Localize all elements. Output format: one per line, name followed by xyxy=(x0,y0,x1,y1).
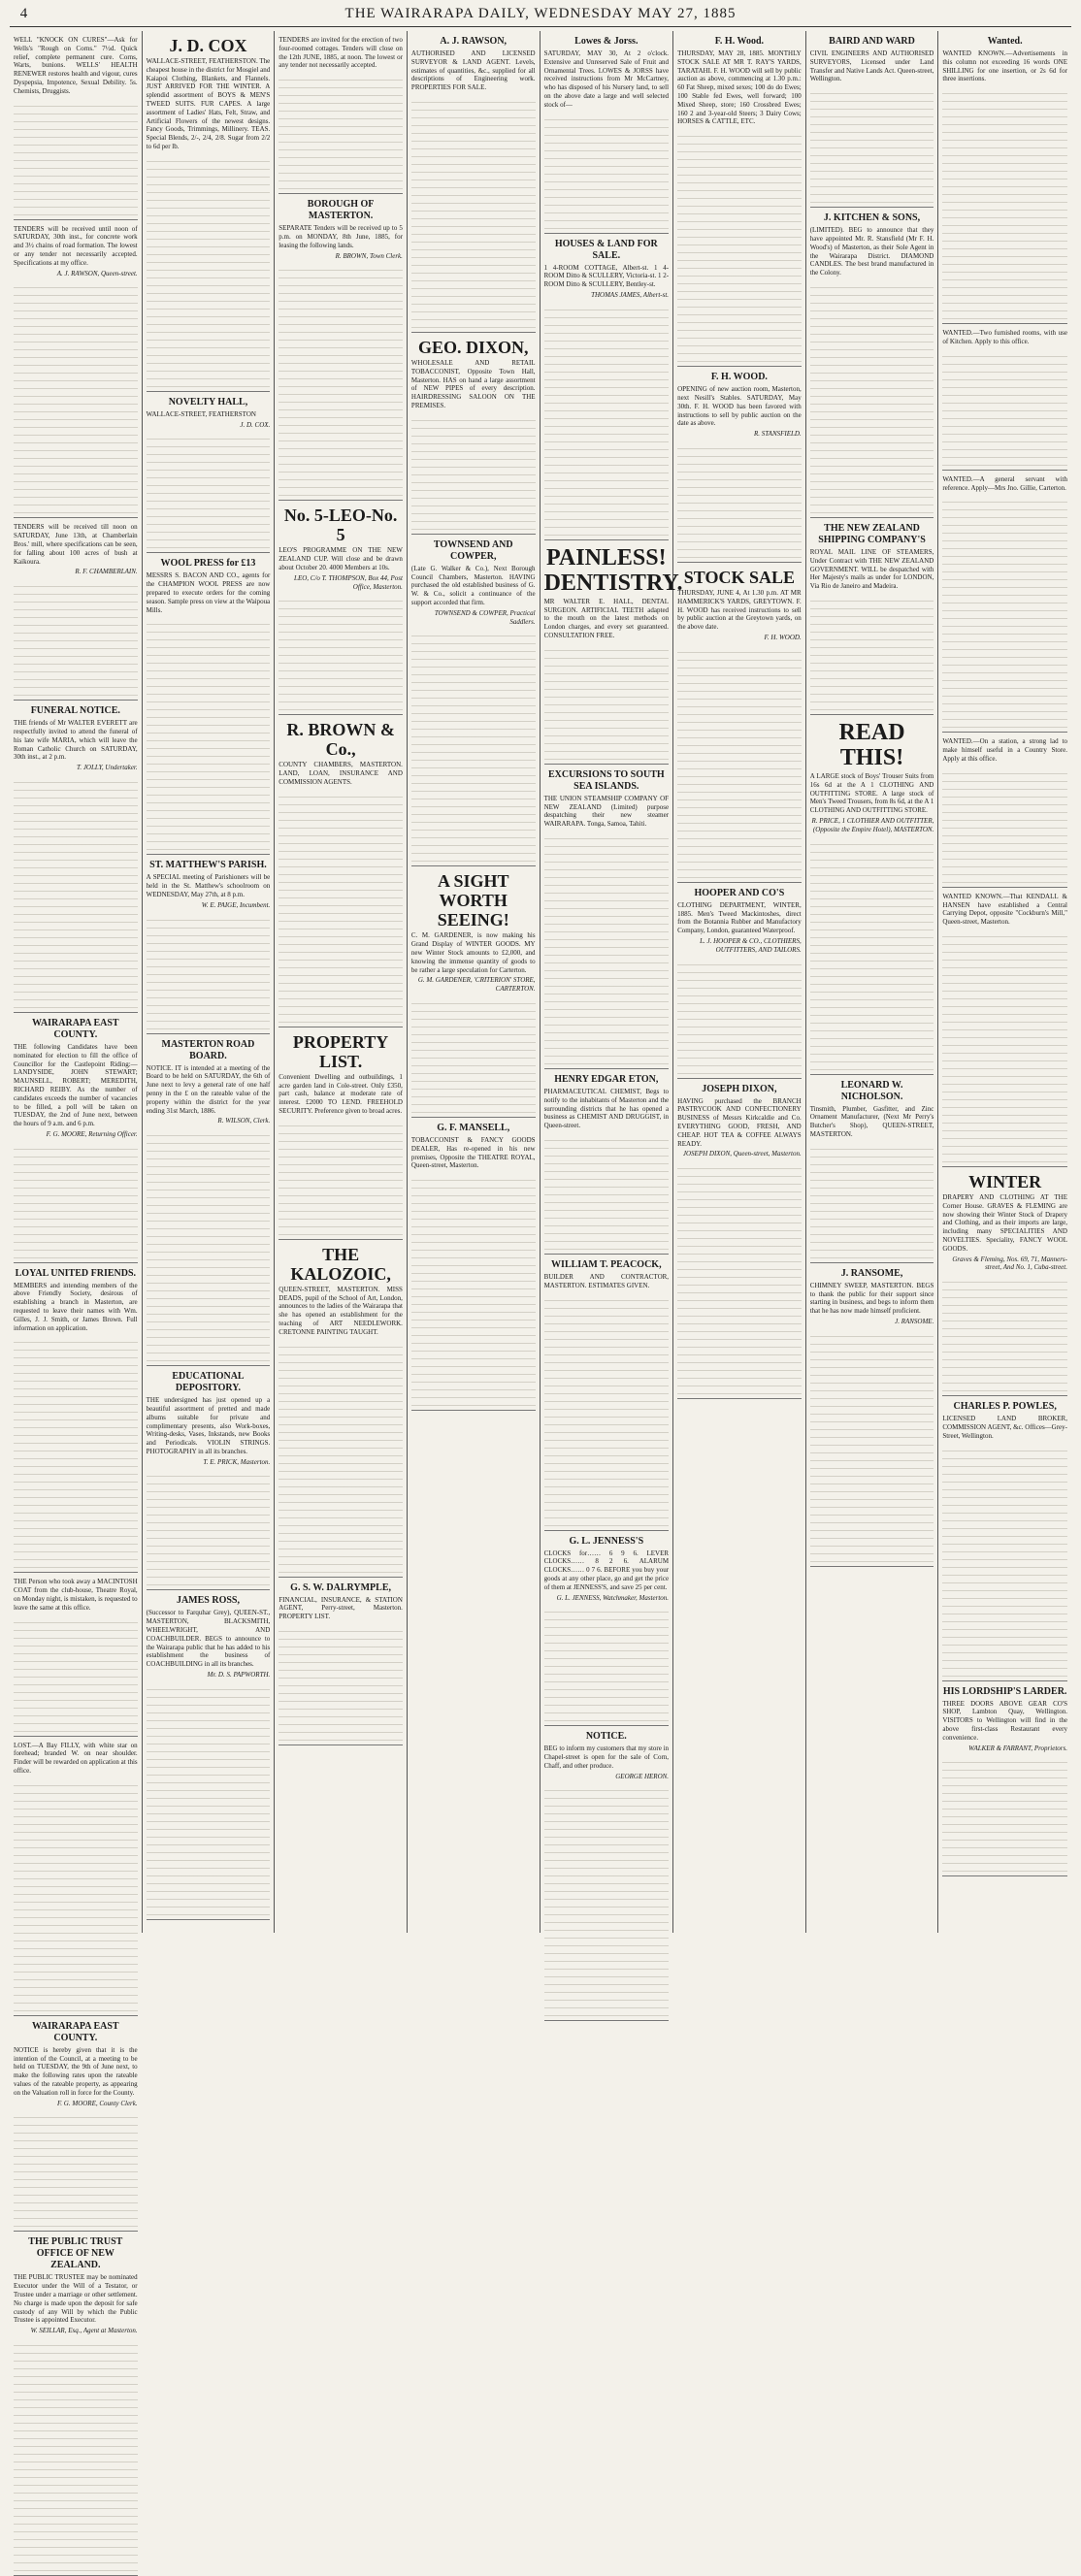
ad-title: LEONARD W. NICHOLSON. xyxy=(840,1079,903,1102)
small-print-lines xyxy=(810,594,934,710)
advertisement xyxy=(14,31,138,220)
advertisement xyxy=(411,31,536,333)
small-print-lines xyxy=(544,1605,670,1721)
advertisement xyxy=(677,367,802,563)
small-print-lines xyxy=(677,645,802,878)
ad-body: THREE DOORS ABOVE GEAR CO'S SHOP, Lambton Quay, Wellington. VISITORS to Wellington will find in the above first-class Restaurant every convenience. xyxy=(942,1699,1067,1742)
small-print-lines xyxy=(411,996,536,1113)
small-print-lines xyxy=(810,837,934,1070)
advertisement xyxy=(278,194,403,501)
advertisement xyxy=(147,392,271,554)
small-print-lines xyxy=(942,495,1067,728)
small-print-lines xyxy=(278,1624,403,1741)
ad-title: HOOPER AND CO'S xyxy=(694,887,785,898)
advertisement xyxy=(544,31,670,234)
ad-title: Lowes & Jorss. xyxy=(574,36,639,47)
ad-body: MEMBERS and intending members of the above Friendly Society, desirous of establishing a branch in Masterton, are requested to leave their names with Wm. Gilles, J. J. Smith, or James Brown. Full information on application. xyxy=(14,1281,138,1332)
ad-title: J. RANSOME, xyxy=(840,1267,903,1279)
ad-body: BUILDER AND CONTRACTOR, MASTERTON. ESTIMATES GIVEN. xyxy=(543,1272,670,1289)
ad-title: LOYAL UNITED FRIENDS. xyxy=(15,1267,137,1279)
ad-body: Convenient Dwelling and outbuildings, 1 acre garden land in Cole-street. Only £350, part cash, balance at moderate rate of interest. £2000 TO LEND. FREEHOLD SECURITY. Preference given to broad acres. xyxy=(278,1072,403,1115)
ad-body: WANTED.—Two furnished rooms, with use of Kitchen. Apply to this office. xyxy=(942,329,1067,345)
ad-signature: W. SEILLAR, Esq., Agent at Masterton. xyxy=(30,2327,138,2335)
small-print-lines xyxy=(810,280,934,513)
small-print-lines xyxy=(14,579,138,696)
ad-title: R. BROWN & Co., xyxy=(286,720,395,760)
ad-body: Tinsmith, Plumber, Gasfitter, and Zinc Ornament Manufacturer, (Next Mr Perry's Butcher's Shop), QUEEN-STREET, MASTERTON. xyxy=(809,1104,934,1138)
advertisement xyxy=(411,1118,536,1411)
advertisement xyxy=(942,733,1067,887)
advertisement xyxy=(14,2016,138,2233)
newspaper-title: THE WAIRARAPA DAILY, WEDNESDAY MAY 27, 1885 xyxy=(344,6,737,21)
ad-title: G. F. MANSELL, xyxy=(437,1122,510,1133)
advertisement xyxy=(942,888,1067,1167)
masthead xyxy=(10,6,1071,27)
advertisement xyxy=(278,1578,403,1745)
ad-signature: Mr. D. S. PAPWORTH. xyxy=(207,1671,271,1679)
small-print-lines xyxy=(411,95,536,328)
small-print-lines xyxy=(677,441,802,558)
ad-title: THE PUBLIC TRUST OFFICE OF NEW ZEALAND. xyxy=(28,2236,123,2271)
small-print-lines xyxy=(942,1444,1067,1677)
column-7 xyxy=(806,31,939,1933)
ad-signature: L. J. HOOPER & CO., CLOTHIERS, OUTFITTERS, AND TAILORS. xyxy=(700,936,802,954)
ad-title: BOROUGH OF MASTERTON. xyxy=(307,199,375,222)
ad-title: PAINLESS! DENTISTRY. xyxy=(543,544,683,596)
ad-title: F. H. WOOD. xyxy=(710,372,768,383)
advertisement xyxy=(147,31,271,392)
ad-title: F. H. Wood. xyxy=(714,36,765,47)
small-print-lines xyxy=(147,432,271,548)
advertisement xyxy=(942,1167,1067,1396)
advertisement xyxy=(942,1396,1067,1680)
ad-title: JOSEPH DIXON, xyxy=(702,1083,777,1094)
ad-signature: TOWNSEND & COWPER, Practical Saddlers. xyxy=(434,608,536,626)
small-print-lines xyxy=(14,99,138,215)
advertisement xyxy=(810,208,934,518)
ad-body: COUNTY CHAMBERS, MASTERTON. LAND, LOAN, INSURANCE AND COMMISSION AGENTS. xyxy=(278,761,403,786)
advertisement xyxy=(544,1726,670,2021)
ad-body: WANTED.—A general servant with reference. Apply—Mrs Jno. Gillie, Carterton. xyxy=(942,474,1067,492)
page-number: 4 xyxy=(19,6,29,21)
ad-signature: G. M. GARDENER, 'CRITERION' STORE, CARTERTON. xyxy=(417,976,536,994)
advertisement xyxy=(278,715,403,1027)
small-print-lines xyxy=(278,1340,403,1573)
ad-title: JAMES ROSS, xyxy=(176,1595,240,1607)
small-print-lines xyxy=(942,1275,1067,1391)
small-print-lines xyxy=(942,1755,1067,1872)
small-print-lines xyxy=(14,1615,138,1732)
ad-signature: F. G. MOORE, County Clerk. xyxy=(56,2099,138,2107)
ad-body: C. M. GARDENER, is now making his Grand Display of WINTER GOODS. MY new Winter Stock amounts to £2,000, and knowing the immense quantity of goods to be rather a large speculation for Carterton. xyxy=(410,931,536,974)
ad-title: NOVELTY HALL, xyxy=(168,396,248,408)
ad-body: THE PUBLIC TRUSTEE may be nominated Executor under the Will of a Testator, or Trustee under a marriage or other settlement. No charge is made upon the deposit for safe custody of any Will by which the Public Trustee is appointed Executor. xyxy=(14,2273,138,2325)
advertisement xyxy=(544,1255,670,1531)
advertisement xyxy=(14,1013,138,1263)
advertisement xyxy=(147,1366,271,1590)
ad-body: THE Person who took away a MACINTOSH COAT from the club-house, Theatre Royal, on Monday night, is mistaken, is requested to leave the same at this office. xyxy=(14,1578,138,1612)
advertisement xyxy=(677,1079,802,1400)
ad-body: CHIMNEY SWEEP, MASTERTON. BEGS to thank the public for their support since starting in business, and begs to inform them that he has now made himself proficient. xyxy=(809,1281,934,1316)
ad-body: TENDERS will be received until noon of SATURDAY, 30th inst., for concrete work and 3½ chains of road formation. The lowest or any tender not necessarily accepted. Specifications at my office. xyxy=(14,224,138,267)
ad-body: SEPARATE Tenders will be received up to 5 p.m. on MONDAY, 8th June, 1885, for leasing the following lands. xyxy=(278,224,403,249)
ad-signature: J. RANSOME. xyxy=(895,1317,934,1325)
advertisement xyxy=(810,1263,934,1567)
ad-signature: R. PRICE, 1 CLOTHIER AND OUTFITTER, (Opposite the Empire Hotel), MASTERTON. xyxy=(811,816,934,833)
ad-body: LICENSED LAND BROKER, COMMISSION AGENT, &c. Offices—Grey-Street, Wellington. xyxy=(942,1415,1067,1440)
small-print-lines xyxy=(147,617,271,850)
small-print-lines xyxy=(14,775,138,1008)
small-print-lines xyxy=(147,1469,271,1585)
ad-body: THURSDAY, JUNE 4, At 1.30 p.m. AT MR HAMMERICK'S YARDS, GREYTOWN. F. H. WOOD has received instructions to sell by public auction at the Greytown yards, on the above date. xyxy=(677,588,802,632)
ad-title: THE KALOZOIC, xyxy=(290,1244,391,1284)
advertisement xyxy=(278,501,403,715)
ad-body: MESSRS S. BACON AND CO., agents for the CHAMPION WOOL PRESS are now prepared to execute orders for the coming season. Sample press on view at the Waipoua Mills. xyxy=(146,571,271,614)
small-print-lines xyxy=(147,913,271,1029)
small-print-lines xyxy=(544,1133,670,1250)
advertisement xyxy=(810,518,934,715)
advertisement xyxy=(278,31,403,194)
ad-body: OPENING of new auction room, Masterton, next Nesill's Stables. SATURDAY, May 30th. F. H. WOOD has been favored with instructions to sell by public auction on the date as above. xyxy=(677,385,802,428)
small-print-lines xyxy=(810,86,934,203)
ad-title: TOWNSEND AND COWPER, xyxy=(433,538,513,562)
ad-title: WAIRARAPA EAST COUNTY. xyxy=(32,1017,119,1040)
ad-title: BAIRD AND WARD xyxy=(829,36,915,47)
ad-body: WELL "KNOCK ON CURES"—Ask for Wells's "Rough on Corns." 7½d. Quick relief, complete permanent cure. Corns, Warts, bunions. WELLS' HEALTH RENEWER restores health and vigour, cures Dyspepsia, Impotence, Sexual Debility. 5s. Chemists, Druggists. xyxy=(14,36,138,95)
small-print-lines xyxy=(278,594,403,710)
ad-body: A SPECIAL meeting of Parishioners will be held in the St. Matthew's schoolroom on WEDNESDAY, May 27th, at 8 p.m. xyxy=(146,873,271,898)
ad-body: NOTICE is hereby given that it is the intention of the Council, at a meeting to be held on TUESDAY, the 9th of June next, to make the following rates upon the rateable values of the rateable property, as appearing on the Valuation roll in force for the County. xyxy=(14,2045,138,2097)
ad-title: No. 5-LEO-No. 5 xyxy=(283,505,398,545)
ad-body: LEO'S PROGRAMME ON THE NEW ZEALAND CUP. Will close and be drawn about October 20. 4000 Members at 10s. xyxy=(278,546,403,571)
column-4 xyxy=(408,31,540,1933)
ad-body: AUTHORISED AND LICENSED SURVEYOR & LAND AGENT. Levels, estimates of quantities, &c., supplied for all descriptions of Engineering work. PROPERTIES FOR SALE. xyxy=(410,49,536,92)
ad-title: G. L. JENNESS'S xyxy=(569,1535,644,1547)
ad-signature: Graves & Fleming, Nos. 69, 71, Manners-street, And No. 1, Cuba-street. xyxy=(952,1255,1067,1272)
small-print-lines xyxy=(677,129,802,362)
small-print-lines xyxy=(677,958,802,1074)
small-print-lines xyxy=(14,1335,138,1568)
ad-body: QUEEN-STREET, MASTERTON. MISS DEADS, pupil of the School of Art, London, announces to the ladies of the Wairarapa that she has opened an establishment for the teaching of ART NEEDLEWORK. CRETONNE PAINTING TAUGHT. xyxy=(278,1285,403,1336)
ad-body: (Late G. Walker & Co.), Next Borough Council Chambers, Masterton. HAVING purchased the old established business of G. W. & Co., solicit a continuance of the support accorded that firm. xyxy=(410,564,536,606)
advertisement xyxy=(147,855,271,1033)
ad-body: BEG to inform my customers that my store in Chapel-street is open for the sale of Corn, Chaff, and other produce. xyxy=(543,1745,670,1770)
small-print-lines xyxy=(411,413,536,530)
small-print-lines xyxy=(544,1783,670,2016)
ad-title: EXCURSIONS TO SOUTH SEA ISLANDS. xyxy=(547,768,665,792)
advertisement xyxy=(278,1027,403,1240)
small-print-lines xyxy=(14,1142,138,1258)
ad-signature: T. JOLLY, Undertaker. xyxy=(76,764,138,772)
ad-title: PROPERTY LIST. xyxy=(292,1031,389,1071)
column-1 xyxy=(10,31,143,2335)
ad-title: HENRY EDGAR ETON, xyxy=(554,1073,659,1085)
ad-title: GEO. DIXON, xyxy=(417,337,529,357)
ad-title: NOTICE. xyxy=(585,1731,627,1743)
advertisement xyxy=(411,333,536,535)
ad-title: WOOL PRESS for £13 xyxy=(160,558,256,570)
ad-body: (Successor to Farquhar Grey), QUEEN-ST., MASTERTON, BLACKSMITH, WHEELWRIGHT, AND COACHBUILDER. BEGS to announce to the Wairarapa public that he has added to his establishment the business of COACHBUILDING in all its branches. xyxy=(146,1609,271,1669)
column-6 xyxy=(673,31,806,1933)
column-2 xyxy=(143,31,276,1933)
ad-title: A. J. RAWSON, xyxy=(440,36,508,47)
advertisement xyxy=(411,866,536,1118)
ad-signature: J. D. COX. xyxy=(240,420,271,429)
advertisement xyxy=(14,1737,138,2016)
ad-body: NOTICE. IT is intended at a meeting of the Board to be held on SATURDAY, the 6th of June next to levy a general rate of one half penny in the £ on the rateable value of the property within the district for the year ending 31st March, 1886. xyxy=(146,1063,271,1115)
advertisement xyxy=(942,324,1067,471)
ad-body: DRAPERY AND CLOTHING AT THE Corner House. GRAVES & FLEMING are now showing their Winter Stock of Drapery and Clothing, and as their imports are large, including many SPECIALITIES AND NOVELTIES. Speciality, FANCY WOOL GOODS. xyxy=(942,1192,1067,1253)
advertisement xyxy=(411,535,536,867)
ad-body: THE undersigned has just opened up a beautiful assortment of pretted and made albums suitable for private and complimentary presents, also Work-boxes, Writing-desks, Vases, Inkstands, new Books and Periodicals. VIOLIN STRINGS. PHOTOGRAPHY in all its branches. xyxy=(146,1396,271,1455)
ad-signature: GEORGE HERON. xyxy=(615,1772,670,1780)
advertisement xyxy=(810,715,934,1075)
ad-title: THE NEW ZEALAND SHIPPING COMPANY'S xyxy=(818,522,926,545)
advertisement xyxy=(543,540,683,765)
ad-title: HIS LORDSHIP'S LARDER. xyxy=(942,1685,1067,1697)
ad-body: WANTED KNOWN.—Advertisements in this column not exceeding 16 words ONE SHILLING for one insertion, or 2s 6d for three insertions. xyxy=(942,49,1067,83)
small-print-lines xyxy=(278,263,403,496)
ad-title: J. D. COX xyxy=(169,36,247,55)
ad-body: LOST.—A Bay FILLY, with white star on forehead; branded W. on near shoulder. Finder will be rewarded on application at this office. xyxy=(14,1741,138,1776)
ad-title: WAIRARAPA EAST COUNTY. xyxy=(32,2020,119,2043)
small-print-lines xyxy=(278,73,403,189)
ad-title: HOUSES & LAND FOR SALE. xyxy=(554,238,658,261)
small-print-lines xyxy=(544,303,670,536)
small-print-lines xyxy=(544,831,670,1064)
advertisement xyxy=(544,1069,670,1255)
ad-title: READ THIS! xyxy=(838,719,905,770)
small-print-lines xyxy=(942,86,1067,319)
column-5 xyxy=(540,31,683,1933)
advertisement xyxy=(14,1263,138,1574)
ad-body: A LARGE stock of Boys' Trouser Suits from 16s 6d at the A 1 CLOTHING AND OUTFITTING STORE. A large stock of Men's Tweed Trousers, from 8s 6d, at the A 1 CLOTHING AND OUTFITTING STORE. xyxy=(809,771,934,815)
small-print-lines xyxy=(14,2110,138,2227)
ad-title: EDUCATIONAL DEPOSITORY. xyxy=(172,1371,245,1394)
ad-signature: T. E. PRICK, Masterton. xyxy=(203,1457,271,1466)
small-print-lines xyxy=(411,1173,536,1406)
advertisement xyxy=(810,31,934,208)
ad-title: MASTERTON ROAD BOARD. xyxy=(161,1038,255,1061)
advertisement xyxy=(14,2232,138,2576)
ad-signature: F. H. WOOD. xyxy=(764,633,802,641)
ad-title: G. S. W. DALRYMPLE, xyxy=(290,1581,392,1593)
ad-body: WANTED.—On a station, a strong lad to make himself useful in a Country Store. Apply at this office. xyxy=(942,737,1067,763)
ad-title: WINTER xyxy=(968,1171,1042,1191)
ad-body: WALLACE-STREET, FEATHERSTON xyxy=(146,409,256,418)
advertisement xyxy=(942,31,1067,324)
small-print-lines xyxy=(544,113,670,229)
ad-signature: THOMAS JAMES, Albert-st. xyxy=(591,290,670,299)
advertisement xyxy=(14,220,138,519)
ad-body: THE UNION STEAMSHIP COMPANY OF NEW ZEALAND (Limited) purpose despatching their new steamer WAIRARAPA. Tonga, Samoa, Tahiti. xyxy=(543,794,670,829)
advertisement xyxy=(544,234,670,540)
ad-signature: JOSEPH DIXON, Queen-street, Masterton. xyxy=(682,1150,802,1158)
ad-body: ROYAL MAIL LINE OF STEAMERS, Under Contract with THE NEW ZEALAND GOVERNMENT. WILL be despatched with Her Majesty's mails as under for LONDON, Via Rio de Janeiro and Madeira. xyxy=(809,547,934,591)
advertisement xyxy=(810,1075,934,1263)
ad-title: STOCK SALE xyxy=(683,567,795,587)
small-print-lines xyxy=(147,1128,271,1361)
small-print-lines xyxy=(14,280,138,513)
ad-signature: R. STANSFIELD. xyxy=(754,430,802,439)
small-print-lines xyxy=(942,349,1067,466)
advertisement xyxy=(544,765,670,1069)
column-3 xyxy=(275,31,408,1933)
small-print-lines xyxy=(14,1778,138,2011)
small-print-lines xyxy=(411,629,536,862)
advertisement xyxy=(147,1590,271,1919)
ad-title: CHARLES P. POWLES, xyxy=(953,1401,1057,1413)
advertisement xyxy=(14,518,138,701)
small-print-lines xyxy=(544,643,670,760)
ad-body: THURSDAY, MAY 28, 1885. MONTHLY STOCK SALE AT MR T. RAY'S YARDS, TARATAHI. F. H. WOOD will sell by public auction as above, commencing at 1.30 p.m.: 60 Fat Sheep, mixed sexes; 100 do do Ewes; 100 Stable fed Ewes, well forward; 100 Mixed Sheep, store; 160 Crossbred Ewes; 160 2 and 3-year-old Steers; 3 Dairy Cows; HORSES & CATTLE, ETC. xyxy=(677,49,802,126)
small-print-lines xyxy=(544,1293,670,1526)
ad-body: CLOTHING DEPARTMENT, WINTER, 1885. Men's Tweed Mackintoshes, direct from the Botannia Rubber and Manufactory Company, London, guaranteed Waterproof. xyxy=(677,900,802,935)
ad-title: A SIGHT WORTH SEEING! xyxy=(437,871,509,930)
ad-title: ST. MATTHEW'S PARISH. xyxy=(149,860,267,871)
advertisement xyxy=(147,1034,271,1367)
ad-body: CLOCKS for…… 6 9 6. LEVER CLOCKS…… 8 2 6. ALARUM CLOCKS…… 0 7 6. BEFORE you buy your goods at any other place, go and get the price of them at JENNESS'S, and save 25 per cent. xyxy=(543,1549,670,1591)
ad-body: TENDERS will be received till noon on SATURDAY, June 13th, at Chamberlain Bros.' mill, where specifications can be seen, for falling about 100 acres of bush at Kaikoura. xyxy=(14,523,138,566)
ad-body: THE following Candidates have been nominated for election to fill the office of Councillor for the Castlepoint Riding:— LANDYSIDE, JOHN STEWART; MAUNSELL, ROBERT; MEREDITH, RICHARD REIBY. As the number of candidates exceeds the number of vacancies to be filled, a poll will be taken on TUESDAY, the 2nd of June next, between the hours of 9 a.m. and 6 p.m. xyxy=(14,1042,138,1128)
small-print-lines xyxy=(810,1142,934,1258)
small-print-lines xyxy=(278,790,403,1023)
advertisement xyxy=(544,1531,670,1727)
advertisement xyxy=(14,701,138,1013)
small-print-lines xyxy=(14,2338,138,2571)
ad-body: CIVIL ENGINEERS AND AUTHORISED SURVEYORS, Licensed under Land Transfer and Native Lands Act. Queen-street, Wellington. xyxy=(809,49,934,83)
ad-signature: A. J. RAWSON, Queen-street. xyxy=(56,269,138,277)
ad-signature: R. F. CHAMBERLAIN. xyxy=(75,568,138,576)
ad-signature: G. L. JENNESS, Watchmaker, Masterton. xyxy=(556,1593,670,1602)
advertisement xyxy=(278,1240,403,1578)
advertisement xyxy=(677,563,802,883)
advertisement xyxy=(14,1573,138,1736)
ad-body: 1 4-ROOM COTTAGE, Albert-st. 1 4-ROOM Ditto & SCULLERY, Victoria-st. 1 2-ROOM Ditto & SCULLERY, Bentley-st. xyxy=(543,263,670,289)
ad-body: TOBACCONIST & FANCY GOODS DEALER, Has re-opened in his new premises, Opposite the THEATRE ROYAL, Queen-street, Masterton. xyxy=(410,1135,536,1170)
ad-signature: LEO, C/o T. THOMPSON, Box 44, Post Office, Masterton. xyxy=(294,573,403,591)
small-print-lines xyxy=(942,766,1067,883)
column-8 xyxy=(938,31,1071,1933)
advertisement xyxy=(942,471,1067,734)
ad-body: WHOLESALE AND RETAIL TOBACCONIST, Opposite Town Hall, Masterton. HAS on hand a large assortment of NEW PIPES of every description. HAIRDRESSING SALOON ON THE PREMISES. xyxy=(410,358,536,409)
ad-title: J. KITCHEN & SONS, xyxy=(823,212,921,224)
ad-title: WILLIAM T. PEACOCK, xyxy=(551,1258,662,1270)
ad-signature: W. E. PAIGE, Incumbent. xyxy=(201,900,271,909)
ad-body: WALLACE-STREET, FEATHERSTON. The cheapest house in the district for Mosgiel and Kaiapoi Clothing, Blankets, and Flannels. JUST ARRIVED FOR THE WINTER. A splendid assortment of BOYS & MEN'S TWEED SUITS. FUR CAPES. A large assortment of Ladies' Hats, Felt, Straw, and Artificial Flowers of the newest designs. Fancy Goods, Trimmings, Millinery. TEAS. Special Blends, 2/-, 2/4, 2/8. Sugar from 2/2 to 6d per lb. xyxy=(146,57,271,150)
ad-signature: WALKER & FARRANT, Proprietors. xyxy=(968,1744,1067,1752)
ad-body: HAVING purchased the BRANCH PASTRYCOOK AND CONFECTIONERY BUSINESS of Messrs Kirkcaldie and Co. EVERYTHING GOOD, FRESH, AND CHEAP. HOT TEA & COFFEE ALWAYS READY. xyxy=(677,1096,802,1148)
ad-body: (LIMITED). BEG to announce that they have appointed Mr. R. Stansfield (Mr F. H. Wood's) of Masterton, as their Sole Agent in the Wairarapa District. DIAMOND CANDLES. The best brand manufactured in the Colony. xyxy=(809,226,934,277)
small-print-lines xyxy=(677,1161,802,1394)
ad-title: Wanted. xyxy=(987,36,1023,47)
columns xyxy=(10,31,1071,2335)
ad-body: FINANCIAL, INSURANCE, & STATION AGENT, Perry-street, Masterton. PROPERTY LIST. xyxy=(278,1595,403,1621)
small-print-lines xyxy=(810,1329,934,1562)
small-print-lines xyxy=(942,929,1067,1162)
ad-body: SATURDAY, MAY 30, At 2 o'clock. Extensive and Unreserved Sale of Fruit and Ornamental Trees. LOWES & JORSS have received instructions from Mr McCartney, who has disposed of his Nursery land, to sell on the above date a large and well selected stock of— xyxy=(543,49,670,109)
ad-body: PHARMACEUTICAL CHEMIST, Begs to notify to the inhabitants of Masterton and the surrounding districts that he has opened a business as CHEMIST AND DRUGGIST, in Queen-street. xyxy=(543,1087,670,1130)
advertisement xyxy=(147,553,271,855)
ad-signature: R. BROWN, Town Clerk. xyxy=(335,251,403,260)
small-print-lines xyxy=(147,1682,271,1915)
ad-body: THE friends of Mr WALTER EVERETT are respectfully invited to attend the funeral of his late wife MARIA, which will leave the Roman Catholic Church on SATURDAY, 30th inst., at 2 p.m. xyxy=(14,719,138,762)
ad-title: FUNERAL NOTICE. xyxy=(30,705,120,717)
small-print-lines xyxy=(147,154,271,387)
ad-signature: F. G. MOORE, Returning Officer. xyxy=(46,1129,138,1138)
advertisement xyxy=(677,883,802,1079)
ad-signature: R. WILSON, Clerk. xyxy=(217,1117,271,1125)
advertisement xyxy=(942,1681,1067,1877)
ad-body: TENDERS are invited for the erection of two four-roomed cottages. Tenders will close on the 12th JUNE, 1885, at noon. The lowest or any tender not necessarily accepted. xyxy=(278,36,403,70)
ad-body: WANTED KNOWN.—That KENDALL & HANSEN have established a Central Carrying Depot, opposite "Cockburn's Mill," Queen-street, Masterton. xyxy=(942,892,1067,927)
ad-body: MR WALTER E. HALL, DENTAL SURGEON. ARTIFICIAL TEETH adapted to the mouth on the latest methods on London charges, and every set guaranteed. CONSULTATION FREE. xyxy=(543,597,670,639)
small-print-lines xyxy=(278,1119,403,1235)
advertisement xyxy=(677,31,802,367)
